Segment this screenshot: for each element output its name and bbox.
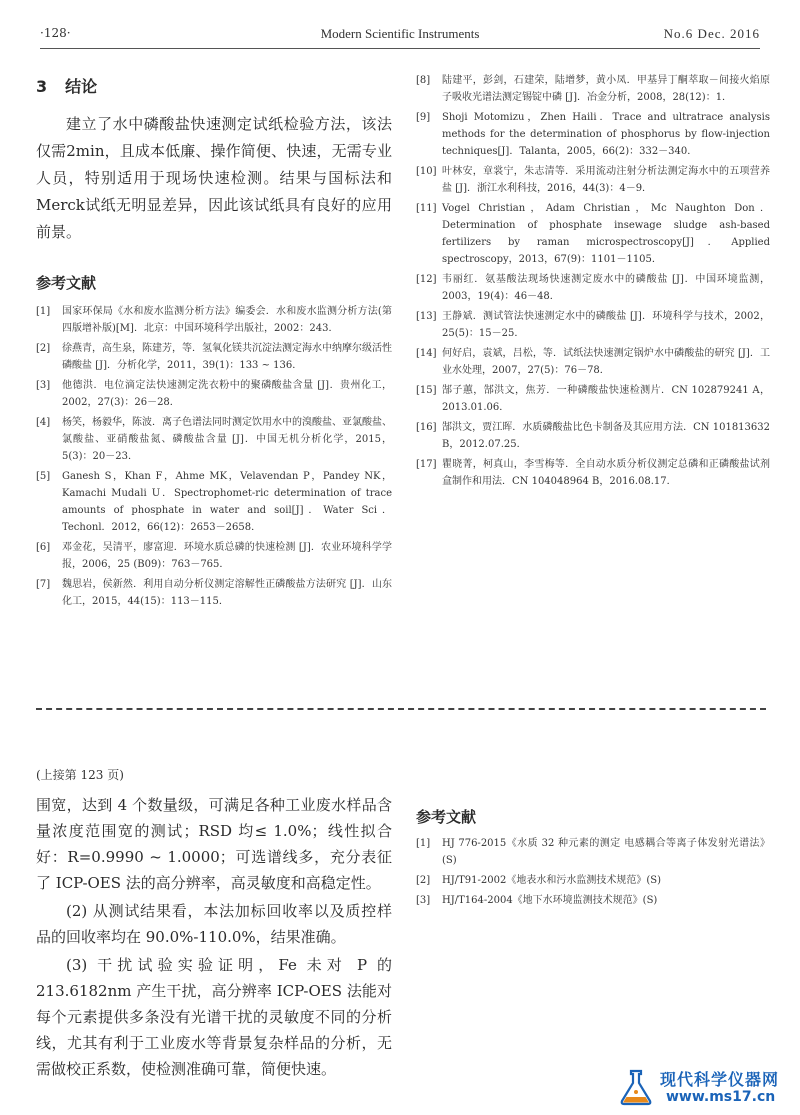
- result-paragraph: (3) 干扰试验实验证明，Fe 未对 P 的 213.6182nm 产生干扰，高分辨率 ICP-OES 法能对每个元素提供多条没有光谱干扰的灵敏度不同的分析线，尤其有利于工业废水等背景复杂样品的分析，无需做校正系数，使检测准确可靠，简便快速。: [36, 956, 392, 1078]
- flask-icon: [616, 1067, 656, 1107]
- page-header: [40, 26, 760, 46]
- reference-item: [5] Ganesh S，Khan F，Ahme MK，Velavendan P，Pandey NK，Kamachi Mudali U．Spectrophomet-ric determination of trace amounts of phosphate in water and soil[J]．Water Sci．Techonl．2012，66(12)：2653－2658．: [36, 471, 392, 533]
- reference-item: [11] Vogel Christian，Adam Christian，Mc Naughton Don．Determination of phosphate insewage sludge ash-based fertilizers by raman microspectroscopy[J]．Applied spectroscopy，2013，67(9)：1101－1105．: [416, 203, 770, 265]
- reference-item: [3] HJ/T164-2004《地下水环境监测技术规范》(S): [416, 895, 658, 906]
- reference-item: [8] 陆建平，彭剑，石建荣，陆增梦，黄小凤．甲基异丁酮萃取－间接火焰原子吸收光谱法测定锡锭中磷 [J]．冶金分析，2008，28(12)：1．: [416, 75, 770, 103]
- reference-item: [12] 韦丽红．氨基酸法现场快速测定废水中的磷酸盐 [J]．中国环境监测，2003，19(4)：46－48．: [416, 274, 770, 302]
- references-column-2: [416, 806, 770, 912]
- reference-item: [2] 徐燕青，高生泉，陈建芳，等．氢氧化镁共沉淀法测定海水中纳摩尔级活性磷酸盐 [J]．分析化学，2011，39(1)：133 ~ 136．: [36, 343, 392, 371]
- page-number: ·128·: [40, 26, 71, 40]
- reference-item: [1] HJ 776-2015《水质 32 种元素的测定 电感耦合等离子体发射光谱法》(S): [416, 838, 770, 866]
- references-list-left: [36, 303, 392, 610]
- section-number: 3: [36, 77, 48, 96]
- reference-item: [14] 何好启，袁斌，吕松，等．试纸法快速测定锅炉水中磷酸盐的研究 [J]．工业水处理，2007，27(5)：76－78．: [416, 348, 770, 376]
- issue-info: No.6 Dec. 2016: [663, 26, 760, 41]
- references-heading: 参考文献: [36, 274, 97, 292]
- journal-title: Modern Scientific Instruments: [320, 26, 480, 41]
- reference-item: [7] 魏思岩，侯新然．利用自动分析仪测定溶解性正磷酸盐方法研究 [J]．山东化工，2015，44(15)：113－115．: [36, 579, 392, 607]
- reference-item: [3] 他德洪．电位滴定法快速测定洗衣粉中的聚磷酸盐含量 [J]．贵州化工，2002，27(3)：26－28．: [36, 380, 392, 408]
- reference-item: [16] 郜洪文，贾江晖．水质磷酸盐比色卡制备及其应用方法．CN 101813632 B，2012.07.25．: [416, 422, 770, 450]
- reference-item: [15] 郜子蕙，郜洪文，焦芳．一种磷酸盐快速检测片．CN 102879241 A，2013.01.06．: [416, 385, 770, 413]
- site-name: 现代科学仪器网: [660, 1070, 780, 1089]
- reference-item: [6] 邓金花，吴清平，廖富迎．环境水质总磷的快速检测 [J]．农业环境科学学报，2006，25 (B09)：763－765．: [36, 542, 392, 570]
- references-list-right: [416, 72, 770, 490]
- section-title: [36, 74, 392, 97]
- reference-item: [2] HJ/T91-2002《地表水和污水监测技术规范》(S): [416, 875, 661, 886]
- right-column: [416, 72, 770, 493]
- reference-item: [13] 王静斌．测试管法快速测定水中的磷酸盐 [J]．环境科学与技术，2002，25(5)：15－25．: [416, 311, 770, 339]
- reference-item: [9] Shoji Motomizu，Zhen Haili．Trace and ultratrace analysis methods for the determination of phosphorus by flow-injection techniques[J]．Talanta，2005，66(2)：332－340．: [416, 112, 770, 157]
- left-column: [36, 72, 392, 613]
- continuation-note: (上接第 123 页): [36, 768, 124, 782]
- reference-item: [4] 杨笑，杨毅华，陈波．离子色谱法同时测定饮用水中的溴酸盐、亚氯酸盐、氯酸盐、亚硝酸盐氮、磷酸盐含量 [J]．中国无机分析化学，2015，5(3)：20－23．: [36, 417, 392, 462]
- references-list-2: [416, 835, 770, 909]
- header-rule: [40, 48, 760, 49]
- section-divider: [36, 708, 766, 710]
- reference-item: [17] 瞿晓菁，柯真山，李雪梅等．全自动水质分析仪测定总磷和正磷酸盐试剂盒制作和用法．CN 104048964 B，2016.08.17．: [416, 459, 770, 487]
- site-watermark-logo: [614, 1065, 792, 1109]
- continued-text-column: [36, 792, 392, 1082]
- conclusion-paragraph: 建立了水中磷酸盐快速测定试纸检验方法，该法仅需2min，且成本低廉、操作简便、快速，无需专业人员，特别适用于现场快速检测。结果与国标法和Merck试纸无明显差异，因此该试纸具有良好的应用前景。: [36, 115, 392, 241]
- section-heading: 结论: [65, 77, 98, 96]
- reference-item: [10] 叶林安，章裳宁，朱志清等．采用流动注射分析法测定海水中的五项营养盐 [J]．浙江水利科技，2016，44(3)：4－9．: [416, 166, 770, 194]
- site-url: www.ms17.cn: [666, 1089, 776, 1105]
- reference-item: [1] 国家环保局《水和废水监测分析方法》编委会．水和废水监测分析方法(第四版增补版)[M]．北京：中国环境科学出版社，2002：243．: [36, 306, 392, 334]
- references-heading: 参考文献: [416, 808, 477, 826]
- continued-paragraph: 围宽，达到 4 个数量级，可满足各种工业废水样品含量浓度范围宽的测试；RSD 均≤ 1.0%；线性拟合好：R=0.9990 ~ 1.0000；可选谱线多，充分表征了 ICP-OES 法的高分辨率，高灵敏度和高稳定性。: [36, 796, 392, 892]
- result-paragraph: (2) 从测试结果看，本法加标回收率以及质控样品的回收率均在 90.0%-110.0%，结果准确。: [36, 902, 392, 946]
